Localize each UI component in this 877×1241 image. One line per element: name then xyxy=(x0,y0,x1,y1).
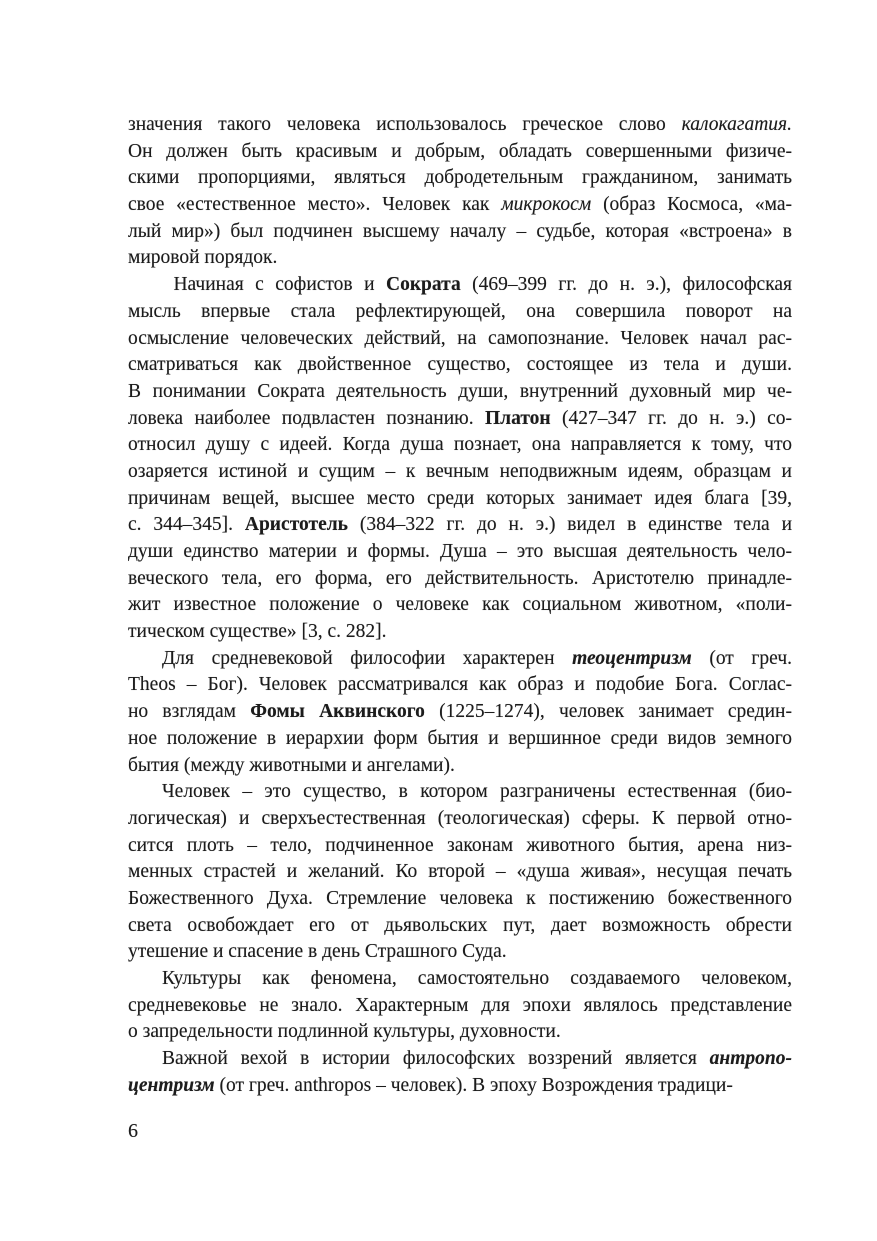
text-line xyxy=(128,619,792,646)
text-run: бытия (между животными и ангелами). xyxy=(128,754,455,776)
text-run: сится плоть – тело, подчиненное законам животного бытия, арена низ- xyxy=(128,834,792,856)
text-line xyxy=(128,646,792,673)
text-line xyxy=(128,699,792,726)
text-run: логическая) и сверхъестественная (теологическая) сферы. К первой отно- xyxy=(128,807,792,829)
text-line xyxy=(128,326,792,353)
text-run: (1225–1274), человек занимает средин- xyxy=(424,701,792,723)
text-line xyxy=(128,459,792,486)
text-line xyxy=(128,566,792,593)
text-run: мировой порядок. xyxy=(128,247,278,269)
text-run: антропо- xyxy=(709,1048,792,1070)
text-run: осмысление человеческих действий, на самопознание. Человек начал рас- xyxy=(128,327,792,349)
text-line xyxy=(128,753,792,780)
text-run: (от греч. anthropos – человек). В эпоху Возрождения традици- xyxy=(214,1074,733,1096)
text-line xyxy=(128,112,792,139)
text-run: микрокосм xyxy=(501,194,592,216)
text-run: Фомы Аквинского xyxy=(250,701,425,723)
text-run: жит известное положение о человеке как социальном животном, «поли- xyxy=(128,594,792,616)
text-line xyxy=(128,219,792,246)
text-run: (образ Космоса, «ма- xyxy=(591,194,792,216)
text-line xyxy=(128,859,792,886)
text-line xyxy=(128,165,792,192)
text-run: средневековье не знало. Характерным для эпохи являлось представление xyxy=(128,994,792,1016)
text-run: сматриваться как двойственное существо, состоящее из тела и души. xyxy=(128,354,792,376)
text-run: души единство материи и формы. Душа – это высшая деятельность чело- xyxy=(128,541,792,562)
text-run: Культуры как феномена, самостоятельно создаваемого человеком, xyxy=(162,968,792,989)
paragraph xyxy=(128,779,792,966)
text-run: Theos – Бог). Человек рассматривался как образ и подобие Бога. Соглас- xyxy=(128,674,792,696)
text-line xyxy=(128,939,792,966)
text-run: лый мир») был подчинен высшему началу – судьбе, которая «встроена» в xyxy=(128,220,792,242)
text-run: В понимании Сократа деятельность души, внутренний духовный мир че- xyxy=(128,380,792,402)
text-run: Важной вехой в истории философских воззрений является xyxy=(162,1048,710,1070)
text-run: (469–399 гг. до н. э.), философская xyxy=(460,274,792,296)
paragraph xyxy=(128,646,792,779)
text-run: причинам вещей, высшее место среди которых занимает идея блага [39, xyxy=(128,487,792,509)
text-run: веческого тела, его форма, его действительность. Аристотелю принадле- xyxy=(128,567,792,589)
text-line xyxy=(128,272,792,299)
text-run: Начиная с софистов и xyxy=(162,274,386,296)
text-run: скими пропорциями, являться добродетельным гражданином, занимать xyxy=(128,167,792,189)
text-run: мысль впервые стала рефлектирующей, она совершила поворот на xyxy=(128,300,792,322)
text-run: Аристотель xyxy=(244,514,348,536)
text-line xyxy=(128,672,792,699)
text-run: света освобождает его от дьявольских пут, дает возможность обрести xyxy=(128,914,792,936)
text-run: Он должен быть красивым и добрым, обладать совершенными физиче- xyxy=(128,140,792,162)
text-line xyxy=(128,592,792,619)
text-run: (от греч. xyxy=(691,647,792,669)
text-run: ловека наиболее подвластен познанию. xyxy=(128,407,485,429)
page-number: 6 xyxy=(128,1120,138,1142)
text-line xyxy=(128,779,792,806)
text-run: с. 344–345]. xyxy=(128,514,245,536)
text-line xyxy=(128,245,792,272)
text-line xyxy=(128,726,792,753)
text-line xyxy=(128,432,792,459)
text-run: относил душу с идеей. Когда душа познает, она направляется к тому, что xyxy=(128,434,792,456)
text-line xyxy=(128,966,792,993)
paragraph xyxy=(128,966,792,1046)
text-run: Человек – это существо, в котором разграничены естественная (био- xyxy=(162,781,792,803)
text-line xyxy=(128,1046,792,1073)
text-line xyxy=(128,486,792,513)
text-line xyxy=(128,406,792,433)
text-line xyxy=(128,806,792,833)
text-run: ное положение в иерархии форм бытия и вершинное среди видов земного xyxy=(128,727,792,749)
text-run: свое «естественное место». Человек как xyxy=(128,194,502,216)
text-line xyxy=(128,913,792,940)
text-run: калокагатия. xyxy=(681,114,792,135)
text-run: Для средневековой философии характерен xyxy=(162,647,573,669)
text-line xyxy=(128,299,792,326)
text-run: тическом существе» [3, с. 282]. xyxy=(128,621,387,643)
text-run: Платон xyxy=(485,407,551,429)
text-run: (384–322 гг. до н. э.) видел в единстве тела и xyxy=(348,514,792,536)
text-line xyxy=(128,833,792,860)
text-run: (427–347 гг. до н. э.) со- xyxy=(550,407,792,429)
text-run: Божественного Духа. Стремление человека к постижению божественного xyxy=(128,887,792,909)
text-line xyxy=(128,139,792,166)
text-line xyxy=(128,512,792,539)
text-line xyxy=(128,993,792,1020)
text-run: центризм xyxy=(128,1074,215,1096)
text-run: о запредельности подлинной культуры, духовности. xyxy=(128,1021,561,1043)
text-run: значения такого человека использовалось греческое слово xyxy=(128,114,682,135)
paragraph xyxy=(128,272,792,646)
text-run: Сократа xyxy=(385,274,461,296)
text-run: но взглядам xyxy=(128,701,251,723)
paragraph xyxy=(128,112,792,272)
text-line xyxy=(128,379,792,406)
document-body xyxy=(128,112,792,1099)
text-line xyxy=(128,352,792,379)
text-run: утешение и спасение в день Страшного Суда. xyxy=(128,941,507,963)
text-run: менных страстей и желаний. Ко второй – «душа живая», несущая печать xyxy=(128,861,792,883)
text-line xyxy=(128,1073,792,1100)
paragraph xyxy=(128,1046,792,1099)
text-line xyxy=(128,192,792,219)
text-line xyxy=(128,1019,792,1046)
text-run: теоцентризм xyxy=(572,647,692,669)
text-run: озаряется истиной и сущим – к вечным неподвижным идеям, образцам и xyxy=(128,460,792,482)
text-line xyxy=(128,886,792,913)
text-line xyxy=(128,539,792,566)
